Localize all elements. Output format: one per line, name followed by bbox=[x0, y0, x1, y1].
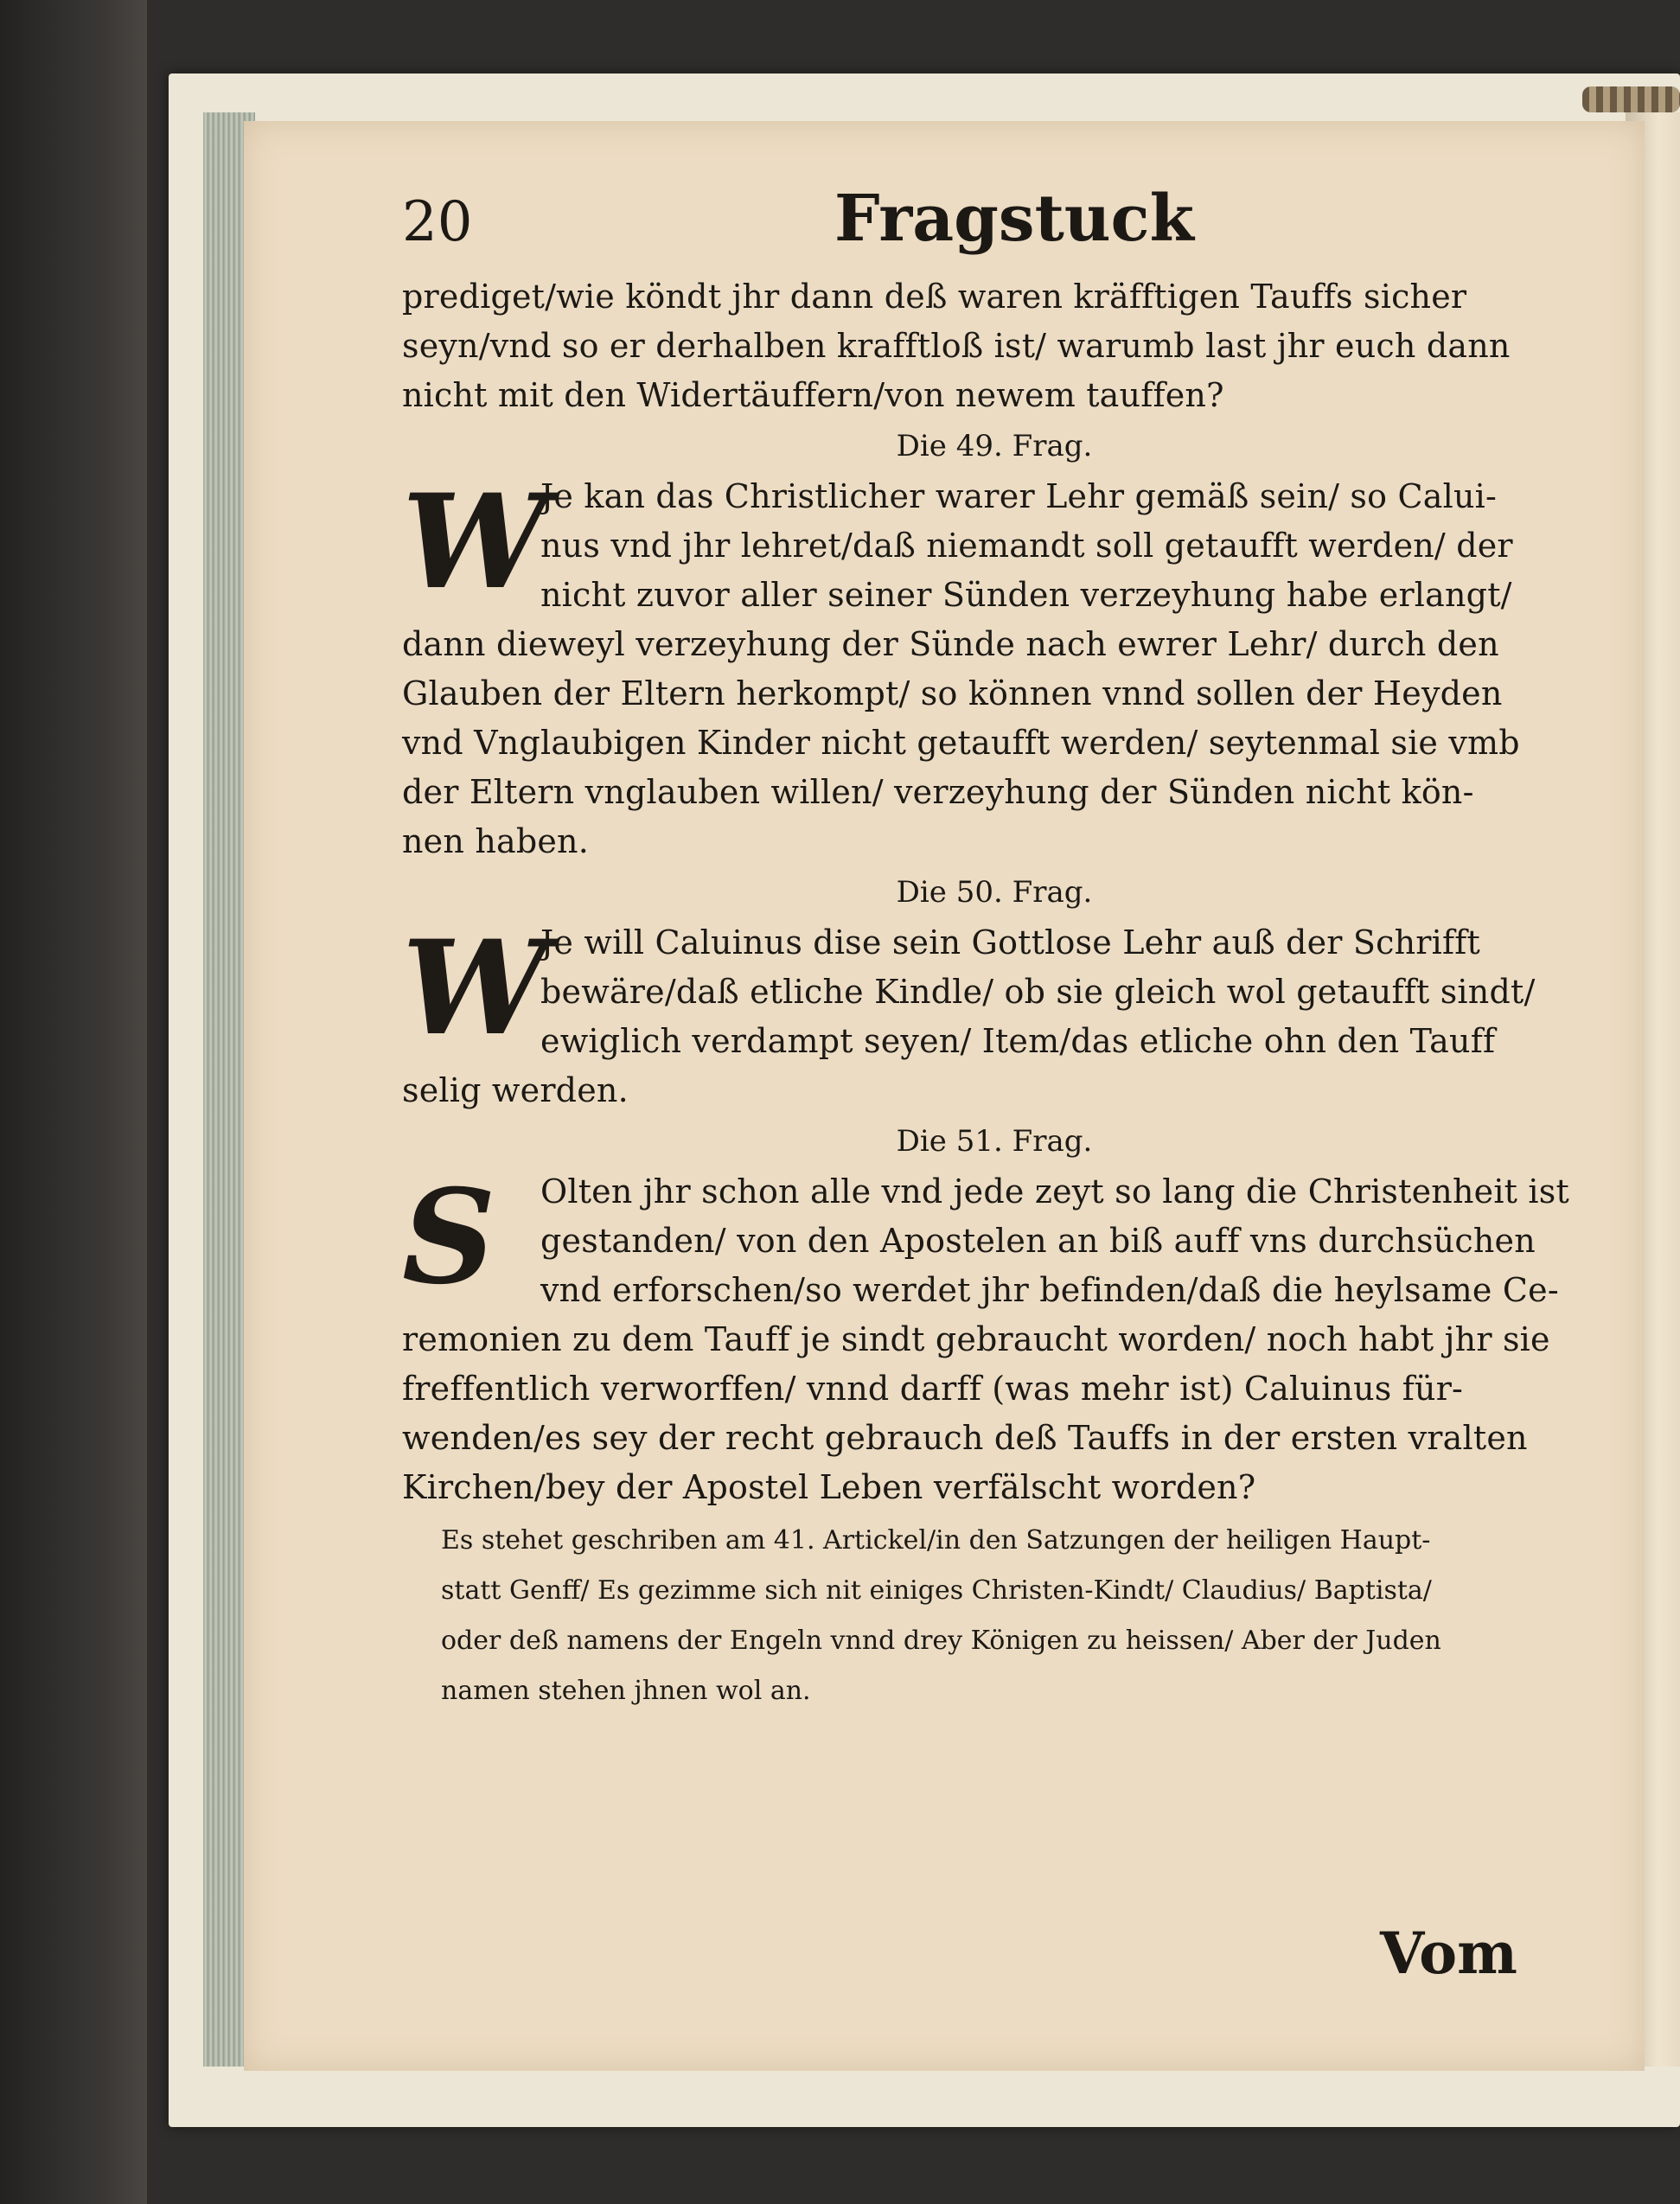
text-line: prediget/wie köndt jhr dann deß waren kräfftigen Tauffs sicher bbox=[402, 278, 1467, 316]
question-paragraph bbox=[402, 1161, 1569, 1512]
text-line: der Eltern vnglauben willen/ verzeyhung der Sünden nicht kön- bbox=[402, 773, 1474, 811]
marginal-note bbox=[402, 1519, 1517, 1713]
decorated-initial: S bbox=[402, 1161, 496, 1313]
text-line: nen haben. bbox=[402, 822, 590, 860]
decorated-initial: W bbox=[402, 912, 548, 1064]
text-line: vnd Vnglaubigen Kinder nicht getaufft werden/ seytenmal sie vmb bbox=[402, 724, 1520, 762]
desk-background bbox=[0, 0, 147, 2204]
text-line: wenden/es sey der recht gebrauch deß Tauffs in der ersten vralten bbox=[402, 1419, 1528, 1457]
page-content bbox=[402, 182, 1569, 1987]
note-line: Es stehet geschriben am 41. Artickel/in den Satzungen der heiligen Haupt- bbox=[441, 1525, 1431, 1556]
text-line: nicht mit den Widertäuffern/von newem tauffen? bbox=[402, 376, 1224, 414]
text-line: bewäre/daß etliche Kindle/ ob sie gleich wol getaufft sindt/ bbox=[540, 973, 1536, 1011]
note-line: statt Genff/ Es gezimme sich nit einiges Christen-Kindt/ Claudius/ Baptista/ bbox=[441, 1575, 1432, 1606]
text-line: Glauben der Eltern herkompt/ so können vnnd sollen der Heyden bbox=[402, 674, 1503, 712]
text-line: remonien zu dem Tauff je sindt gebraucht worden/ noch habt jhr sie bbox=[402, 1320, 1550, 1358]
text-line: ewiglich verdampt seyen/ Item/das etliche ohn den Tauff bbox=[540, 1022, 1496, 1060]
text-line: Je kan das Christlicher warer Lehr gemäß sein/ so Calui- bbox=[540, 477, 1498, 515]
text-line: gestanden/ von den Apostelen an biß auff vns durchsüchen bbox=[540, 1222, 1536, 1260]
text-line: Olten jhr schon alle vnd jede zeyt so lang die Christenheit ist bbox=[540, 1172, 1569, 1211]
question-paragraph bbox=[402, 912, 1536, 1115]
text-line: Kirchen/bey der Apostel Leben verfälscht worden? bbox=[402, 1468, 1256, 1506]
decorated-initial: W bbox=[402, 466, 548, 618]
question-paragraph bbox=[402, 466, 1520, 866]
binding-thread bbox=[1582, 86, 1680, 112]
text-line: nicht zuvor aller seiner Sünden verzeyhung habe erlangt/ bbox=[540, 576, 1512, 614]
text-line: dann dieweyl verzeyhung der Sünde nach ewrer Lehr/ durch den bbox=[402, 625, 1499, 663]
question-heading: Die 51. Frag. bbox=[896, 1124, 1093, 1159]
note-line: oder deß namens der Engeln vnnd drey Königen zu heissen/ Aber der Juden bbox=[441, 1626, 1441, 1656]
text-line: vnd erforschen/so werdet jhr befinden/daß die heylsame Ce- bbox=[540, 1271, 1559, 1309]
catchword: Vom bbox=[1379, 1920, 1517, 1987]
page-header bbox=[402, 182, 1517, 272]
page-number: 20 bbox=[402, 190, 473, 254]
text-line: selig werden. bbox=[402, 1071, 629, 1109]
text-line: freffentlich verworffen/ vnnd darff (was mehr ist) Caluinus für- bbox=[402, 1370, 1464, 1408]
text-line: seyn/vnd so er derhalben krafftloß ist/ warumb last jhr euch dann bbox=[402, 327, 1511, 365]
question-heading: Die 50. Frag. bbox=[896, 875, 1093, 910]
question-heading: Die 49. Frag. bbox=[896, 429, 1093, 463]
text-line: nus vnd jhr lehret/daß niemandt soll getaufft werden/ der bbox=[540, 527, 1513, 565]
running-title: Fragstuck bbox=[834, 182, 1194, 256]
opening-text bbox=[402, 272, 1517, 420]
text-line: Je will Caluinus dise sein Gottlose Lehr auß der Schrifft bbox=[540, 923, 1481, 961]
note-line: namen stehen jhnen wol an. bbox=[441, 1676, 811, 1706]
